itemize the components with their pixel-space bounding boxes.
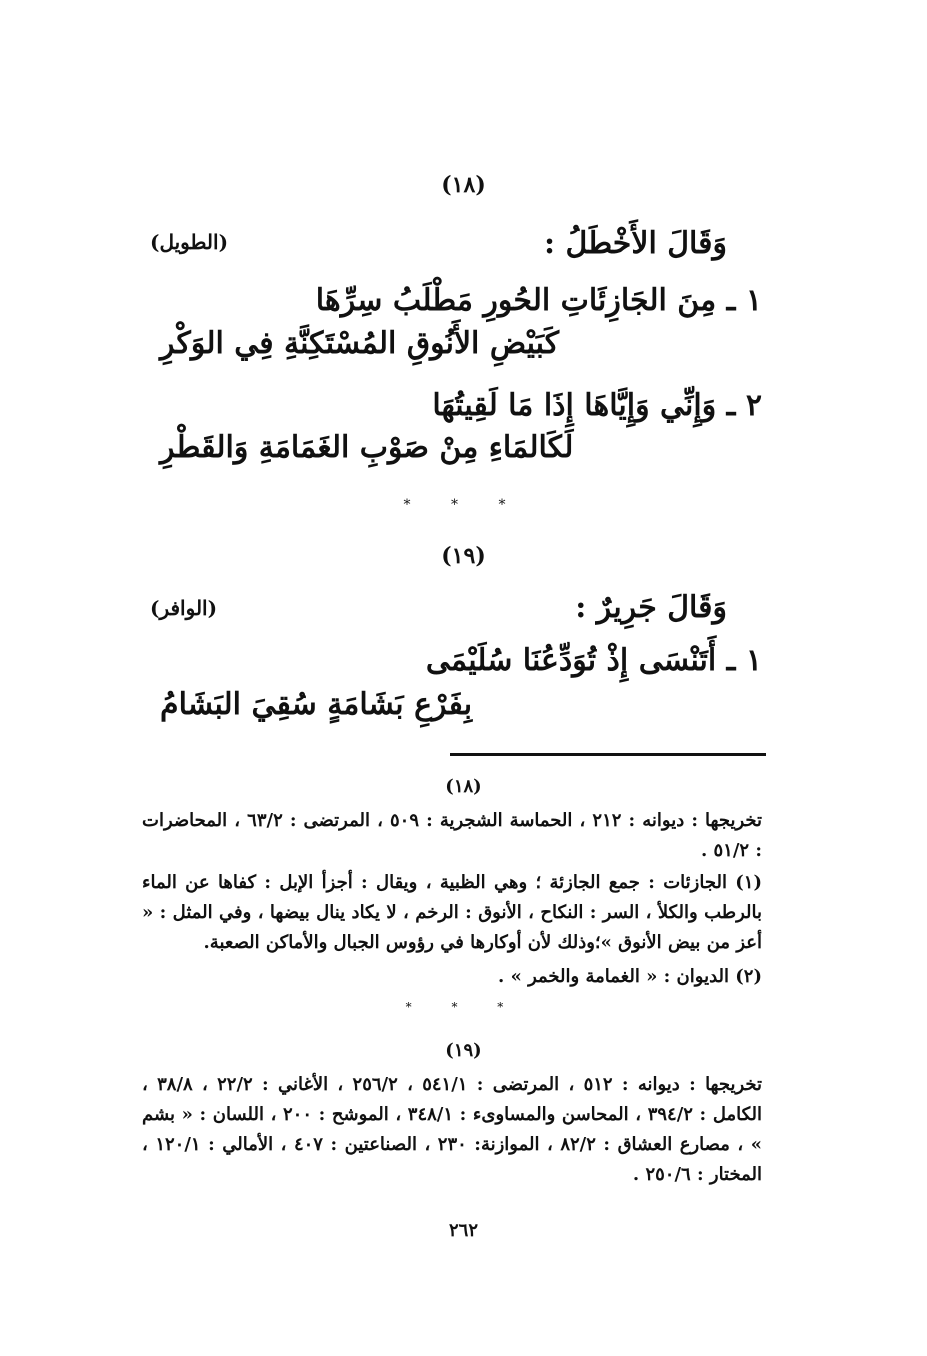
poem-19-number: (١٩) [441, 543, 486, 569]
poem-18-verse-1-first-hemistich: ١ ـ مِنَ الجَازِئَاتِ الحُورِ مَطْلَبُ سِرِّهَا [315, 283, 762, 318]
footnote-separator: * * * [405, 1000, 522, 1014]
footnote-18-note-2: (٢) الديوان : « الغمامة والخمر » . [498, 966, 762, 987]
poem-19-verse-1-second-hemistich: بِفَرْعِ بَشَامَةٍ سُقِيَ البَشَامُ [160, 687, 473, 722]
poem-18-number: (١٨) [441, 172, 486, 198]
footnote-rule [450, 753, 766, 756]
footnotes-18-sources: تخريجها : ديوانه : ٢١٢ ، الحماسة الشجرية : ٥٠٩ ، المرتضى : ٦٣/٢ ، المحاضرات : ٥١/٢ . [142, 810, 763, 861]
poem-19-speaker: وَقَالَ جَرِيرٌ : [575, 590, 727, 625]
footnotes-19-number: (١٩) [445, 1040, 482, 1061]
footnote-18-note-1: (١) الجازئات : جمع الجازئة ؛ وهي الظبية ، ويقال : أجزأ الإبل : كفاها عن الماء بالرطب والكلأ ، السر : النكاح ، الأنوق : الرخم ، لا يكاد ينال بيضها ، وفي المثل : « أعز من بيض الأنوق »؛وذلك لأن أوكارها في رؤوس الجبال والأماكن الصعبة. [142, 872, 762, 953]
page-number: ٢٦٢ [448, 1220, 478, 1241]
poem-18-verse-1-second-hemistich: كَبَيْضِ الأَنُوقِ المُسْتَكِنَّةِ فِي الوَكْرِ [160, 326, 559, 361]
poem-19-verse-1-first-hemistich: ١ ـ أَتَنْسَى إِذْ تُوَدِّعُنَا سُلَيْمَى [425, 643, 762, 678]
section-separator: * * * [403, 497, 524, 513]
poem-18-speaker: وَقَالَ الأَخْطَلُ : [543, 226, 727, 261]
poem-18-verse-2-second-hemistich: لَكَالمَاءِ مِنْ صَوْبِ الغَمَامَةِ وَالقَطْرِ [160, 430, 574, 465]
poem-18-verse-2-first-hemistich: ٢ ـ وَإِنِّي وَإِيَّاهَا إِذَا مَا لَقِيتُهَا [432, 388, 762, 423]
footnotes-18-number: (١٨) [445, 776, 482, 797]
footnotes-19-sources: تخريجها : ديوانه : ٥١٢ ، المرتضى : ٥٤١/١ ، ٢٥٦/٢ ، الأغاني : ٢٢/٢ ، ٣٨/٨ ، الكامل : ٣٩٤/٢ ، المحاسن والمساوىء : ٣٤٨/١ ، الموشح : ٢٠٠ ، اللسان : « بشم » ، مصارع العشاق : ٨٢/٢ ، الموازنة: ٢٣٠ ، الصناعتين : ٤٠٧ ، الأمالي : ١٢٠/١ ، المختار : ٢٥٠/٦ . [142, 1074, 763, 1185]
poem-19-meter: (الوافر) [150, 596, 218, 620]
poem-18-meter: (الطويل) [150, 230, 229, 254]
